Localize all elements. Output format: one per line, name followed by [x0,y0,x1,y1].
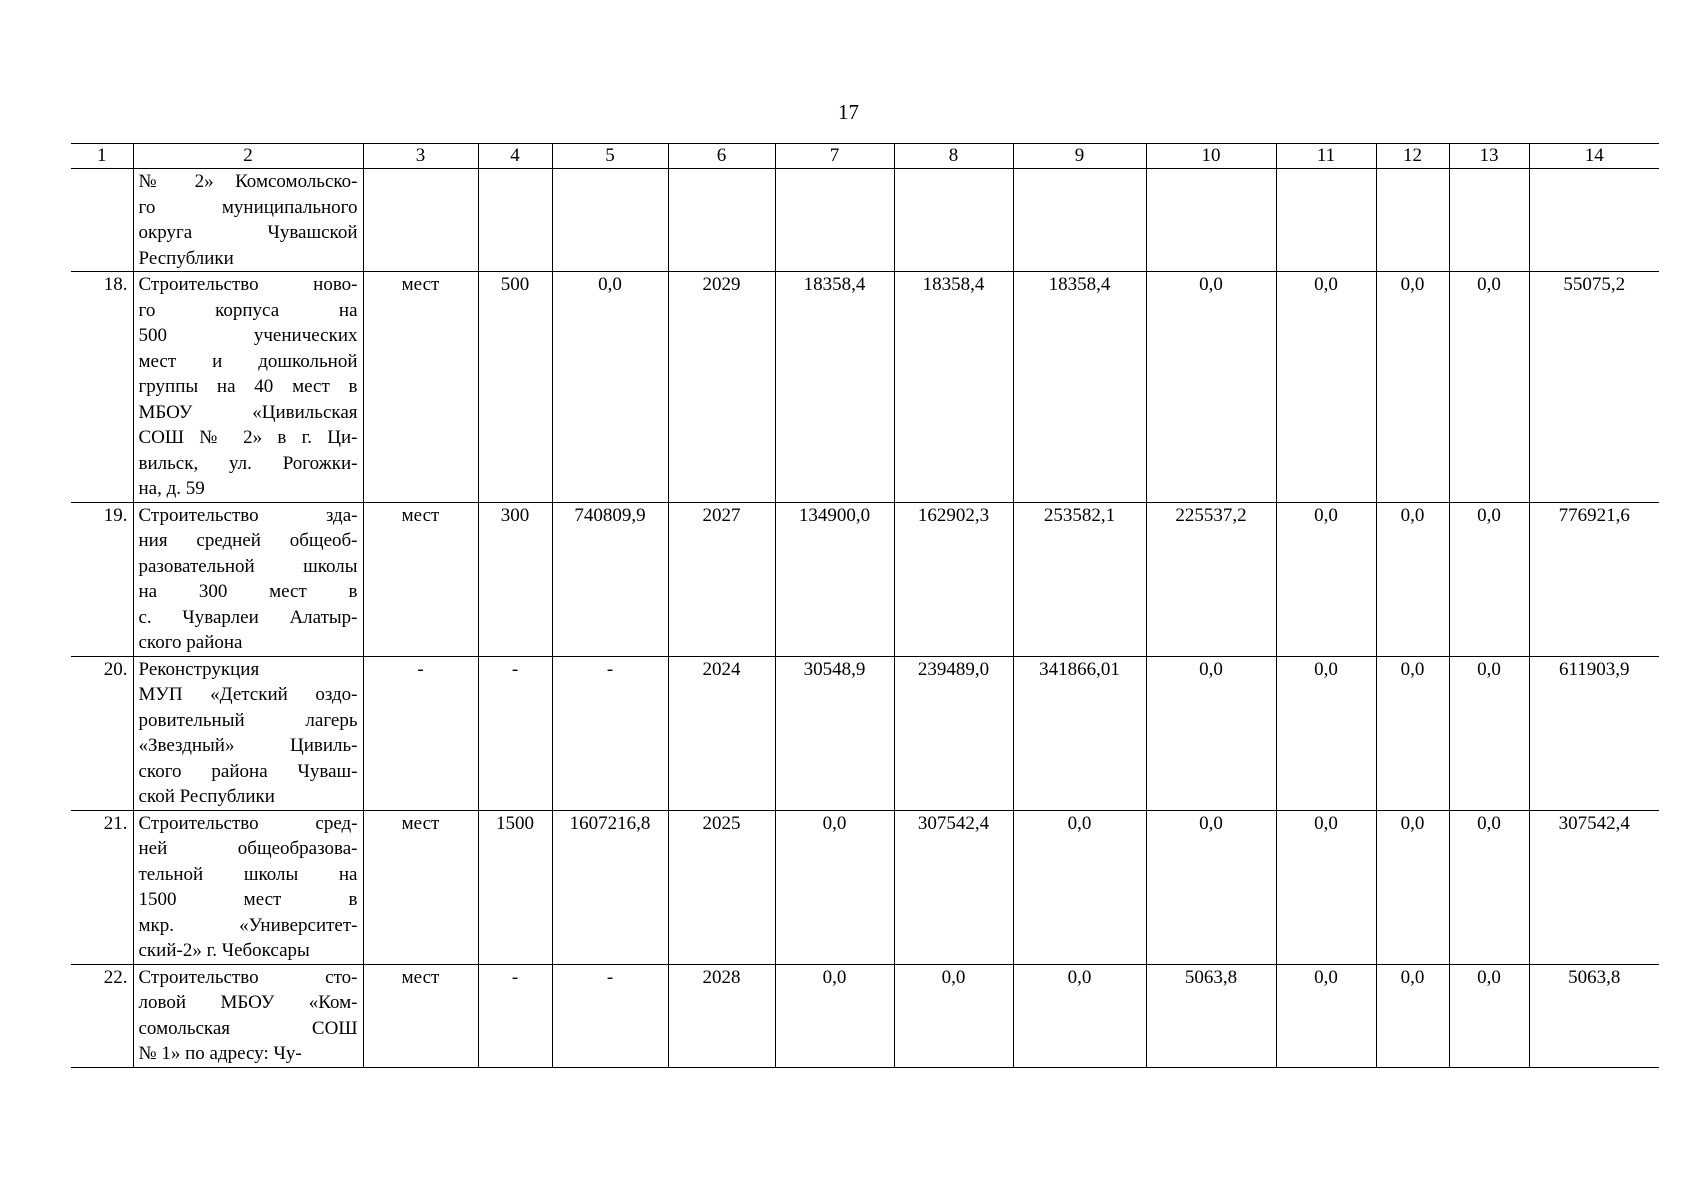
description-line: 1500 мест в [138,889,358,910]
row-description [133,810,363,964]
cell-c12: 0,0 [1376,964,1449,1067]
cell-c5: 0,0 [552,272,668,503]
cell-c7: 0,0 [775,964,894,1067]
description-line: ней общеобразова- [138,838,358,859]
description-line: ловой МБОУ «Ком- [138,992,358,1013]
cell-c4: 500 [478,272,552,503]
description-line: «Звездный» Цивиль- [138,735,358,756]
cell-c5 [552,169,668,272]
column-header: 11 [1276,144,1376,169]
description-line: Строительство сред- [138,812,358,834]
row-description [133,272,363,503]
description-line: ния средней общеоб- [138,530,358,551]
description-line: сомольская СОШ [138,1017,358,1039]
description-line: № 1» по адресу: Чу- [138,1043,302,1064]
description-line: ского района [138,632,243,653]
cell-c11 [1276,169,1376,272]
description-line: СОШ № 2» в г. Ци- [138,427,358,448]
table-header-row [71,144,1659,169]
description-line: на, д. 59 [138,478,205,499]
cell-c13: 0,0 [1449,810,1529,964]
cell-c3: мест [363,502,478,656]
cell-c9 [1013,169,1146,272]
row-description [133,964,363,1067]
description-line: Реконструкция [138,658,260,680]
cell-c10: 0,0 [1146,272,1276,503]
description-line: мкр. «Университет- [138,914,358,936]
column-header: 5 [552,144,668,169]
cell-c10 [1146,169,1276,272]
cell-c3: - [363,656,478,810]
cell-c12 [1376,169,1449,272]
cell-c13 [1449,169,1529,272]
column-header: 4 [478,144,552,169]
row-number: 21. [71,810,133,964]
column-header: 12 [1376,144,1449,169]
cell-c8: 18358,4 [894,272,1013,503]
cell-c3 [363,169,478,272]
cell-c8: 162902,3 [894,502,1013,656]
cell-c4: - [478,964,552,1067]
cell-c14: 611903,9 [1529,656,1659,810]
cell-c6: 2024 [668,656,775,810]
cell-c3: мест [363,810,478,964]
table-row [71,272,1659,503]
cell-c9: 253582,1 [1013,502,1146,656]
description-line: ской Республики [138,786,275,807]
description-line: Строительство зда- [138,504,358,526]
cell-c10: 225537,2 [1146,502,1276,656]
cell-c14: 55075,2 [1529,272,1659,503]
cell-c14: 307542,4 [1529,810,1659,964]
column-header: 13 [1449,144,1529,169]
cell-c9: 341866,01 [1013,656,1146,810]
cell-c12: 0,0 [1376,502,1449,656]
description-line: ского района Чуваш- [138,760,358,782]
investment-table [71,143,1659,1068]
description-line: МБОУ «Цивильская [138,401,358,423]
row-number [71,169,133,272]
description-line: Строительство ново- [138,274,358,295]
cell-c13: 0,0 [1449,502,1529,656]
cell-c3: мест [363,272,478,503]
cell-c13: 0,0 [1449,656,1529,810]
cell-c7 [775,169,894,272]
description-line: с. Чуварлеи Алатыр- [138,606,358,628]
description-line: Строительство сто- [138,966,358,988]
description-line: МУП «Детский оздо- [138,684,358,705]
cell-c14: 776921,6 [1529,502,1659,656]
description-line: ровительный лагерь [138,709,358,731]
cell-c4 [478,169,552,272]
description-line: мест и дошкольной [138,350,358,372]
cell-c6: 2028 [668,964,775,1067]
table-row [71,810,1659,964]
cell-c4: - [478,656,552,810]
column-header: 7 [775,144,894,169]
column-header: 10 [1146,144,1276,169]
cell-c7: 30548,9 [775,656,894,810]
cell-c8 [894,169,1013,272]
cell-c7: 18358,4 [775,272,894,503]
cell-c12: 0,0 [1376,810,1449,964]
row-number: 19. [71,502,133,656]
cell-c5: - [552,964,668,1067]
cell-c5: 740809,9 [552,502,668,656]
cell-c11: 0,0 [1276,810,1376,964]
cell-c8: 0,0 [894,964,1013,1067]
row-description [133,502,363,656]
column-header: 3 [363,144,478,169]
cell-c8: 307542,4 [894,810,1013,964]
cell-c9: 0,0 [1013,964,1146,1067]
cell-c9: 18358,4 [1013,272,1146,503]
column-header: 8 [894,144,1013,169]
cell-c12: 0,0 [1376,272,1449,503]
cell-c6: 2029 [668,272,775,503]
row-description [133,656,363,810]
row-number: 18. [71,272,133,503]
description-line: вильск, ул. Рогожки- [138,452,358,474]
cell-c10: 5063,8 [1146,964,1276,1067]
description-line: на 300 мест в [138,581,358,602]
column-header: 2 [133,144,363,169]
description-line: разовательной школы [138,555,358,577]
cell-c7: 0,0 [775,810,894,964]
cell-c5: 1607216,8 [552,810,668,964]
description-line: Республики [138,247,234,269]
cell-c4: 300 [478,502,552,656]
description-line: 500 ученических [138,325,358,346]
column-header: 6 [668,144,775,169]
cell-c14: 5063,8 [1529,964,1659,1067]
column-header: 9 [1013,144,1146,169]
cell-c6 [668,169,775,272]
row-number: 22. [71,964,133,1067]
cell-c13: 0,0 [1449,964,1529,1067]
cell-c6: 2027 [668,502,775,656]
description-line: го корпуса на [138,299,358,321]
cell-c11: 0,0 [1276,656,1376,810]
column-header: 14 [1529,144,1659,169]
cell-c7: 134900,0 [775,502,894,656]
row-description [133,169,363,272]
cell-c8: 239489,0 [894,656,1013,810]
cell-c14 [1529,169,1659,272]
description-line: группы на 40 мест в [138,376,358,397]
cell-c11: 0,0 [1276,502,1376,656]
table-row [71,964,1659,1067]
cell-c6: 2025 [668,810,775,964]
cell-c10: 0,0 [1146,656,1276,810]
cell-c13: 0,0 [1449,272,1529,503]
cell-c9: 0,0 [1013,810,1146,964]
cell-c4: 1500 [478,810,552,964]
page-number: 17 [838,100,859,124]
description-line: го муниципального [138,196,358,218]
description-line: ский-2» г. Чебоксары [138,940,310,961]
cell-c3: мест [363,964,478,1067]
cell-c12: 0,0 [1376,656,1449,810]
description-line: № 2» Комсомольско- [138,171,358,192]
cell-c10: 0,0 [1146,810,1276,964]
cell-c5: - [552,656,668,810]
table-row [71,502,1659,656]
column-header: 1 [71,144,133,169]
table-row [71,169,1659,272]
cell-c11: 0,0 [1276,964,1376,1067]
row-number: 20. [71,656,133,810]
cell-c11: 0,0 [1276,272,1376,503]
description-line: округа Чувашской [138,222,358,243]
table-row [71,656,1659,810]
description-line: тельной школы на [138,863,358,885]
